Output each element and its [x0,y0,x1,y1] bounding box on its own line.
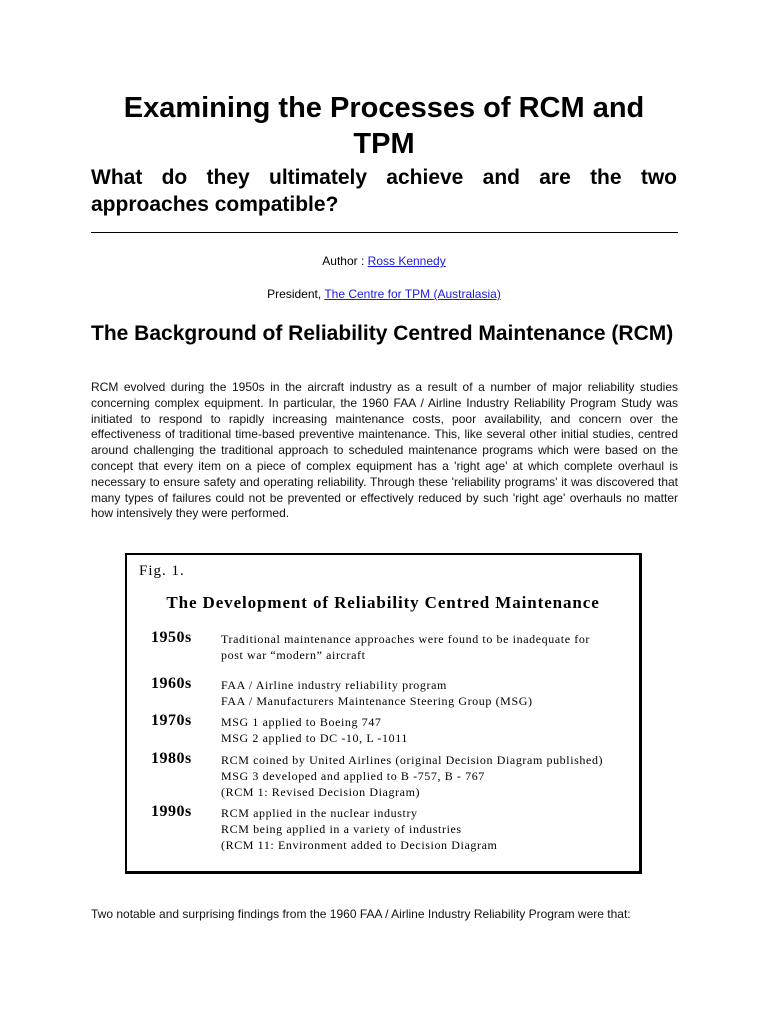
decade-events [221,677,533,709]
event-line: MSG 2 applied to DC -10, L -1011 [221,731,408,745]
event-line: FAA / Manufacturers Maintenance Steering Group (MSG) [221,694,533,708]
decade-label: 1970s [151,712,192,729]
horizontal-divider [91,232,678,233]
closing-sentence: Two notable and surprising findings from the 1960 FAA / Airline Industry Reliability Program were that: [91,907,631,921]
decade-label: 1960s [151,675,192,692]
event-line: MSG 3 developed and applied to B -757, B - 767 [221,769,485,783]
event-line: post war “modern” aircraft [221,648,366,662]
decade-events [221,805,497,853]
section-heading: The Background of Reliability Centred Maintenance (RCM) [91,322,674,345]
decade-label: 1980s [151,750,192,767]
document-subtitle: What do they ultimately achieve and are the two approaches compatible? [91,166,677,216]
event-line: RCM being applied in a variety of industries [221,822,462,836]
event-line: Traditional maintenance approaches were found to be inadequate for [221,632,591,646]
author-link[interactable]: Ross Kennedy [367,254,446,268]
organization-link[interactable]: The Centre for TPM (Australasia) [324,287,501,301]
decade-label: 1950s [151,629,192,646]
event-line: RCM coined by United Airlines (original Decision Diagram published) [221,753,604,767]
author-line [91,253,677,269]
event-line: (RCM 1: Revised Decision Diagram) [221,785,421,799]
figure-title: The Development of Reliability Centred Maintenance [166,593,600,612]
decade-events [221,714,408,746]
event-line: RCM applied in the nuclear industry [221,806,418,820]
decade-events [221,631,590,663]
event-line: MSG 1 applied to Boeing 747 [221,715,382,729]
decade-events [221,752,603,800]
role-line [91,286,677,302]
event-line: (RCM 11: Environment added to Decision Diagram [221,838,498,852]
event-line: FAA / Airline industry reliability program [221,678,447,692]
role-label: President, [267,287,325,301]
rcm-timeline-figure [125,553,642,874]
document-title: Examining the Processes of RCM and TPM [123,92,645,160]
author-label: Author : [322,254,368,268]
decade-label: 1990s [151,803,192,820]
intro-paragraph: RCM evolved during the 1950s in the aircraft industry as a result of a number of major reliability studies concerning complex equipment. In particular, the 1960 FAA / Airline Industry Reliability Program Study was initiated to respond to rapidly increasing maintenance costs, poor availability, and concern over the effectiveness of traditional time-based preventive maintenance. This, like several other initial studies, centred around challenging the traditional approach to scheduled maintenance programs which were based on the concept that every item on a piece of complex equipment has a 'right age' at which complete overhaul is necessary to ensure safety and operating reliability. Through these 'reliability programs' it was discovered that many types of failures could not be prevented or effectively reduced by such 'right age' overhauls no matter how intensively they were performed. [91,380,678,521]
figure-label: Fig. 1. [139,563,185,579]
